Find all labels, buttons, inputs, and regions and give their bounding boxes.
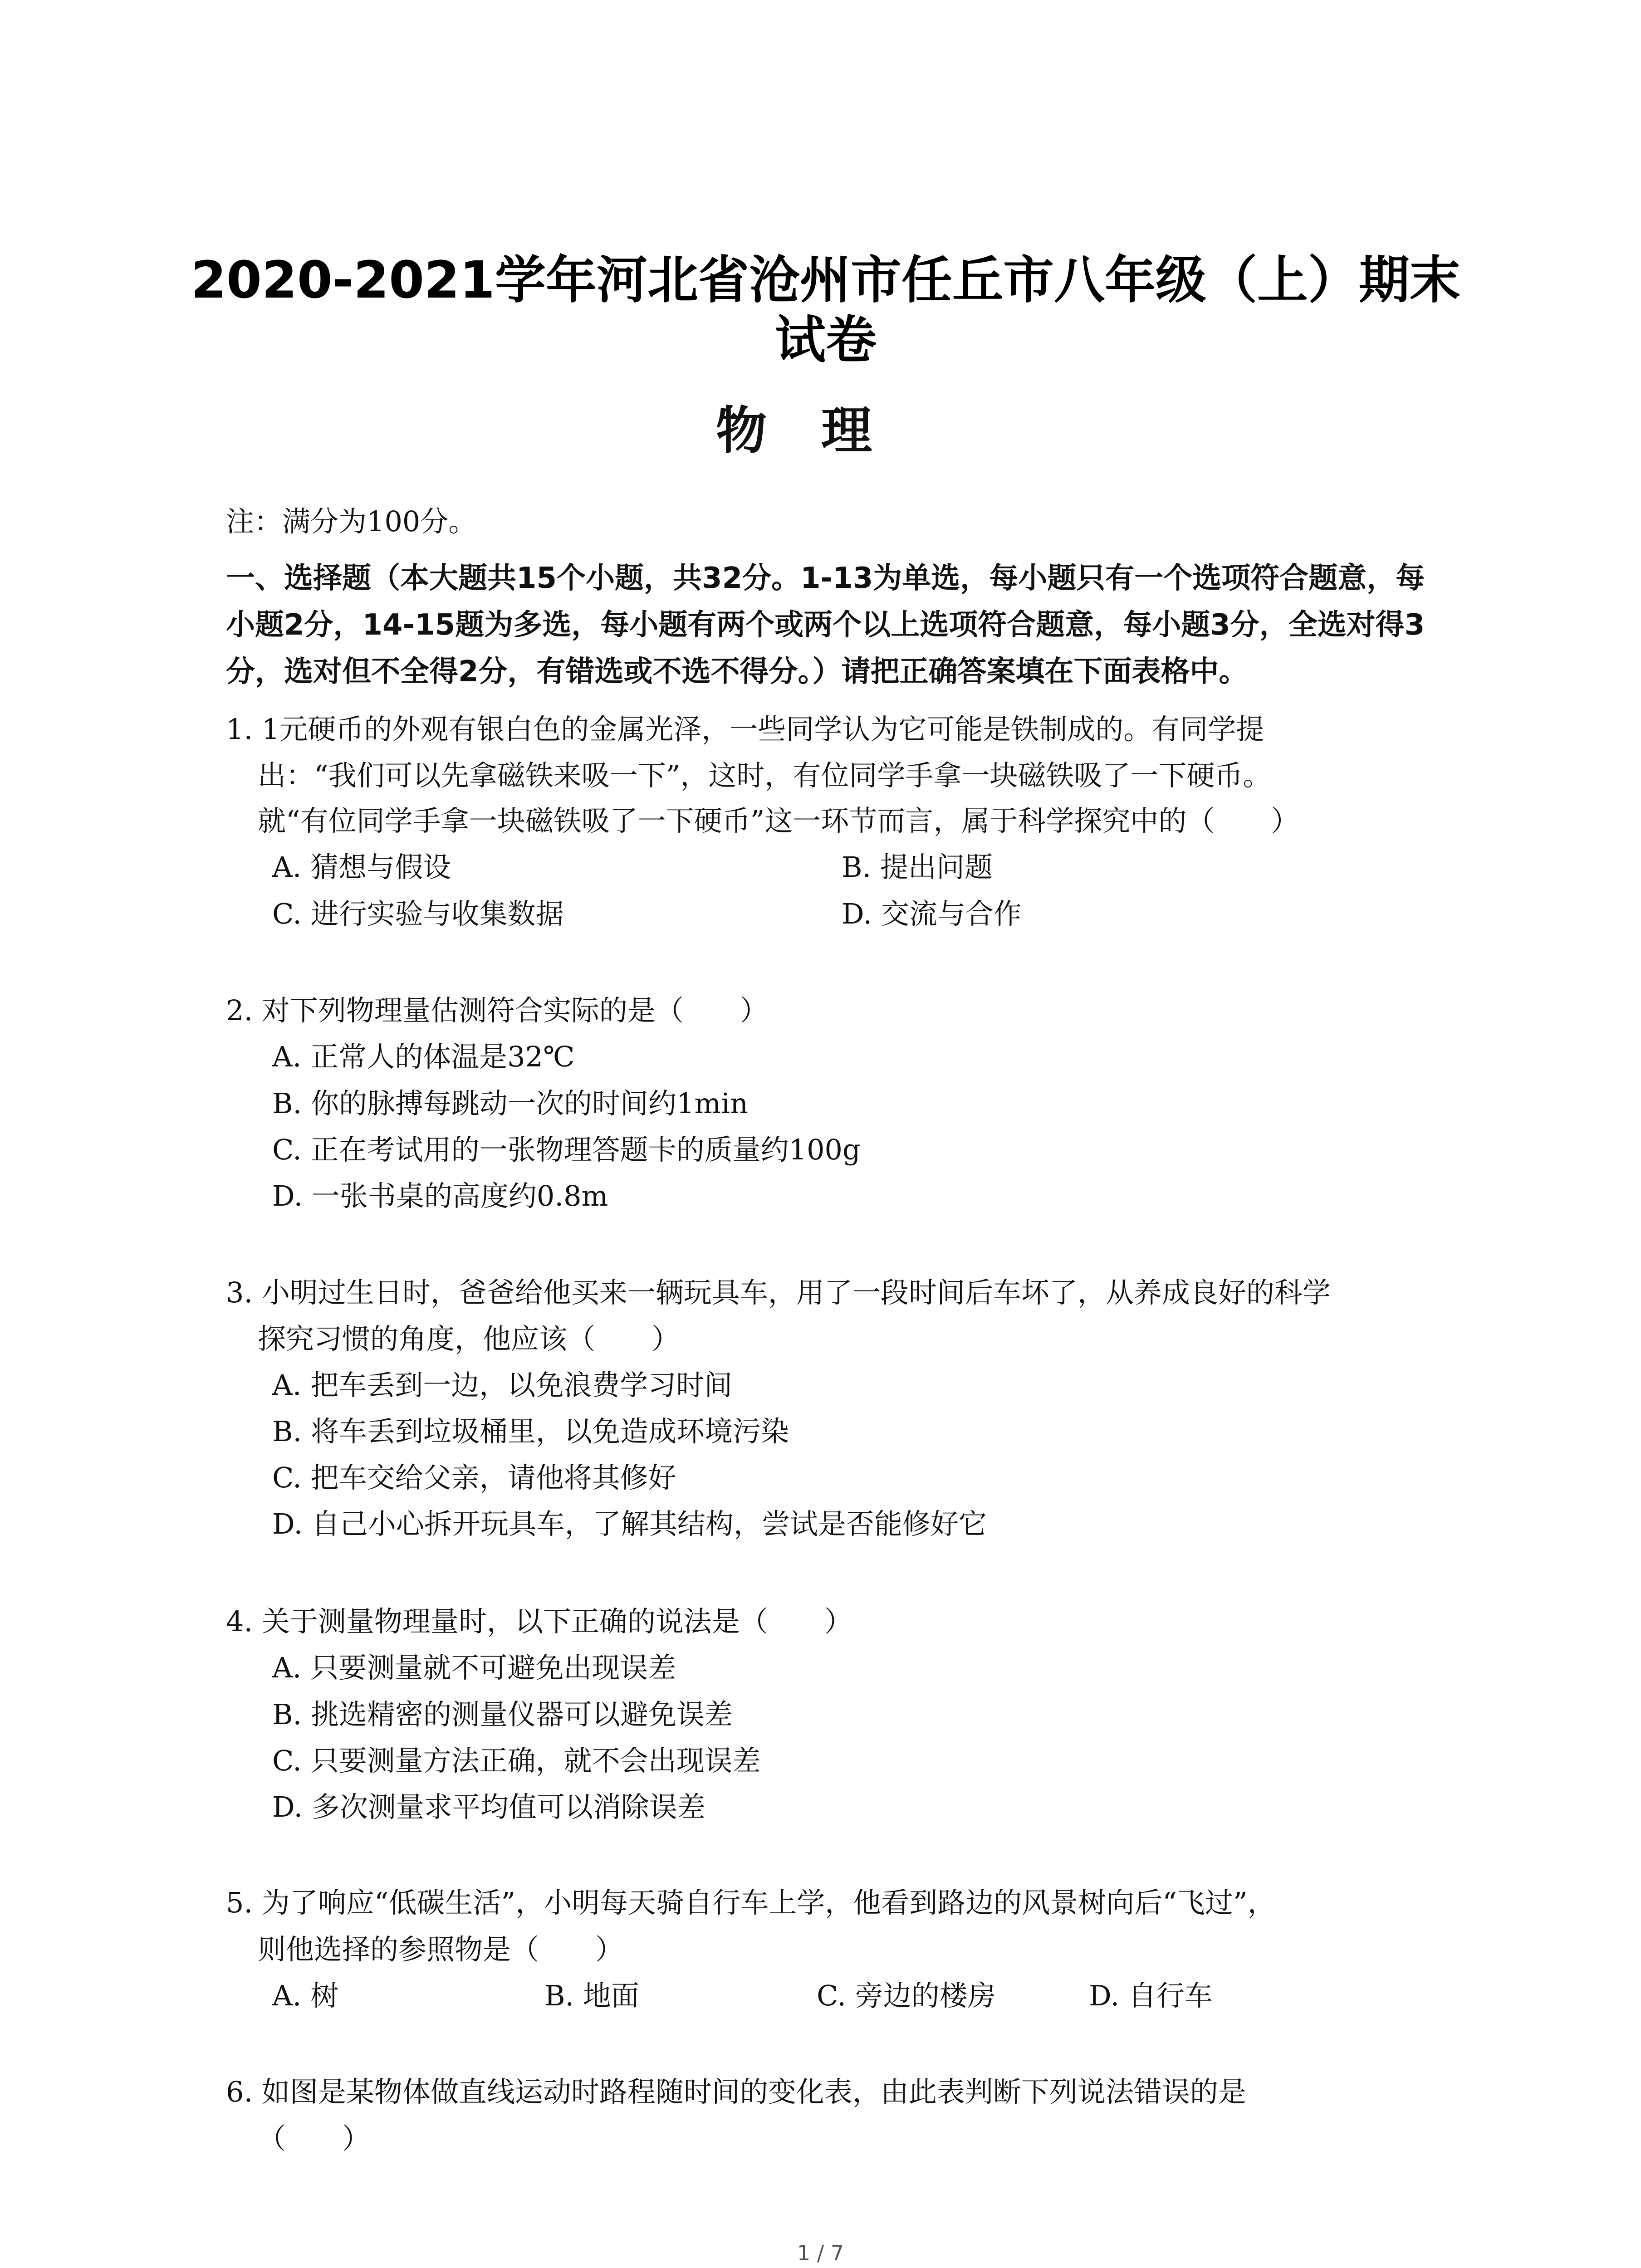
question-4-option-c: C. 只要测量方法正确，就不会出现误差 [272, 1744, 761, 1777]
question-4-line1: 4. 关于测量物理量时，以下正确的说法是（ ） [226, 1605, 852, 1638]
score-note: 注：满分为100分。 [226, 505, 477, 538]
subject-title: 物理 [716, 401, 926, 460]
question-3-line1: 3. 小明过生日时，爸爸给他买来一辆玩具车，用了一段时间后车坏了，从养成良好的科学 [226, 1276, 1331, 1309]
page-number: 1 / 7 [797, 2241, 844, 2265]
question-2-option-a: A. 正常人的体温是32℃ [272, 1040, 575, 1073]
question-1-line1: 1. 1元硬币的外观有银白色的金属光泽，一些同学认为它可能是铁制成的。有同学提 [226, 713, 1264, 746]
question-5-option-a: A. 树 [272, 1979, 339, 2012]
exam-title-line1: 2020-2021学年河北省沧州市任丘市八年级（上）期末 [191, 251, 1460, 310]
question-2-option-b: B. 你的脉搏每跳动一次的时间约1min [272, 1087, 748, 1120]
question-5-line2: 则他选择的参照物是（ ） [258, 1933, 624, 1966]
question-5-option-b: B. 地面 [544, 1979, 639, 2012]
question-1-line2: 出：“我们可以先拿磁铁来吸一下”，这时，有位同学手拿一块磁铁吸了一下硬币。 [258, 759, 1271, 792]
question-3-line2: 探究习惯的角度，他应该（ ） [258, 1322, 680, 1355]
question-1-option-a: A. 猜想与假设 [272, 850, 451, 884]
question-5-option-c: C. 旁边的楼房 [817, 1979, 996, 2012]
section-instructions-line1: 一、选择题（本大题共15个小题，共32分。1-13为单选，每小题只有一个选项符合题意，每 [226, 562, 1425, 595]
question-3-option-d: D. 自己小心拆开玩具车，了解其结构，尝试是否能修好它 [272, 1507, 987, 1540]
question-3-option-a: A. 把车丢到一边，以免浪费学习时间 [272, 1369, 733, 1402]
section-instructions-line2: 小题2分，14-15题为多选，每小题有两个或两个以上选项符合题意，每小题3分，全选对得3 [226, 608, 1425, 642]
question-2-option-d: D. 一张书桌的高度约0.8m [272, 1179, 608, 1212]
question-6-line1: 6. 如图是某物体做直线运动时路程随时间的变化表，由此表判断下列说法错误的是 [226, 2075, 1246, 2108]
question-1-option-c: C. 进行实验与收集数据 [272, 897, 564, 930]
question-1-option-d: D. 交流与合作 [842, 897, 1022, 930]
exam-title-line2: 试卷 [775, 311, 877, 370]
question-2-line1: 2. 对下列物理量估测符合实际的是（ ） [226, 994, 768, 1027]
question-3-option-b: B. 将车丢到垃圾桶里，以免造成环境污染 [272, 1415, 789, 1448]
question-1-line3: 就“有位同学手拿一块磁铁吸了一下硬币”这一环节而言，属于科学探究中的（ ） [258, 804, 1299, 837]
question-6-line2: （ ） [258, 2122, 371, 2155]
question-3-option-c: C. 把车交给父亲，请他将其修好 [272, 1461, 676, 1494]
question-2-option-c: C. 正在考试用的一张物理答题卡的质量约100g [272, 1133, 861, 1166]
section-instructions-line3: 分，选对但不全得2分，有错选或不选不得分。）请把正确答案填在下面表格中。 [226, 655, 1248, 689]
question-5-option-d: D. 自行车 [1089, 1979, 1213, 2012]
question-4-option-d: D. 多次测量求平均值可以消除误差 [272, 1790, 705, 1823]
question-4-option-b: B. 挑选精密的测量仪器可以避免误差 [272, 1698, 733, 1731]
question-1-option-b: B. 提出问题 [842, 850, 993, 884]
question-4-option-a: A. 只要测量就不可避免出现误差 [272, 1651, 676, 1684]
question-5-line1: 5. 为了响应“低碳生活”，小明每天骑自行车上学，他看到路边的风景树向后“飞过”， [226, 1886, 1276, 1919]
